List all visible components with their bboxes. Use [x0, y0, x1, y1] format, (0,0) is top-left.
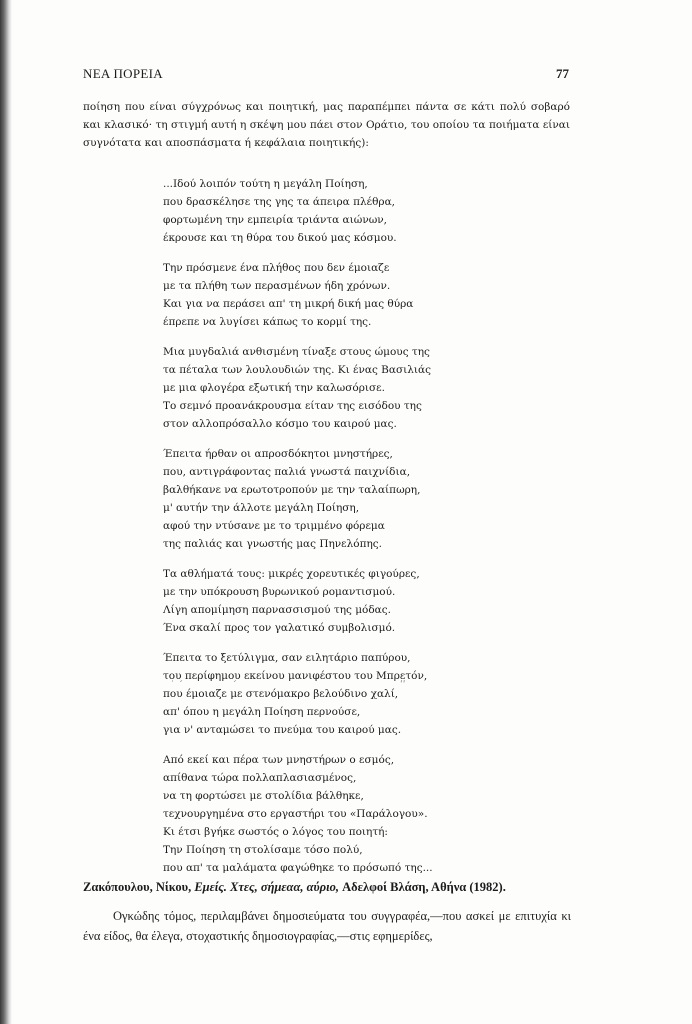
poem-line: έκρουσε και τη θύρα του δικού μας κόσμου. — [163, 232, 397, 244]
citation-publisher: Αδελφοί Βλάση, Αθήνα (1982). — [342, 880, 506, 894]
poem-line: Έπειτα ήρθαν οι απροσδόκητοι μνηστήρες, — [163, 448, 393, 460]
review-text: Ογκώδης τόμος, περιλαμβάνει δημοσιεύματα του συγγραφέα,—που ασκεί με επιτυχία κι ένα είδος, θα έλεγα, στοχαστικής δημοσιογραφίας,—στις εφημερίδες, — [83, 909, 571, 943]
poem-line: που, αντιγράφοντας παλιά γνωστά παιχνίδια, — [163, 466, 411, 478]
poem-line: στον αλλοπρόσαλλο κόσμο του καιρού μας. — [163, 418, 397, 430]
page-number: 77 — [556, 66, 569, 81]
poem-stanza — [163, 445, 503, 553]
poem-line: Λίγη απομίμηση παρνασσισμού της μόδας. — [163, 604, 391, 616]
book-citation — [83, 880, 573, 895]
pencil-annotation: ˙ ˊ ˊ ʹʹ — [170, 680, 406, 691]
page-header — [83, 66, 569, 86]
poem-line: που έμοιαζε με στενόμακρο βελούδινο χαλί, — [163, 688, 399, 700]
poem-line: να τη φορτώσει με στολίδια βάλθηκε, — [163, 790, 364, 802]
intro-paragraph — [83, 98, 570, 152]
poem-line: βαλθήκανε να ερωτοτροπούν με την ταλαίπωρη, — [163, 484, 421, 496]
poem-line: Κι έτσι βγήκε σωστός ο λόγος του ποιητή: — [163, 826, 388, 838]
running-title: ΝΕΑ ΠΟΡΕΙΑ — [83, 66, 163, 81]
poem-line: για ν' ανταμώσει το πνεύμα του καιρού μας. — [163, 724, 402, 736]
binding-shadow — [0, 0, 12, 1024]
poem-line: Την πρόσμενε ένα πλήθος που δεν έμοιαζε — [163, 262, 390, 274]
poem-line: με την υπόκρουση βυρωνικού ρομαντισμού. — [163, 586, 396, 598]
poem-stanza — [163, 751, 503, 877]
intro-text: ποίηση που είναι σύγχρόνως και ποιητική, μας παραπέμπει πάντα σε κάτι πολύ σοβαρό και κλασικό· τη στιγμή αυτή η σκέψη μου πάει στον Οράτιο, του οποίου τα ποιήματα είναι συγνότατα και αποσπάσματα ή κεφάλαια ποιητικής): — [83, 101, 570, 149]
review-paragraph — [83, 906, 571, 946]
poem-line: Το σεμνό προανάκρουσμα είταν της εισόδου της — [163, 400, 422, 412]
poem-line: τα πέταλα των λουλουδιών της. Κι ένας Βασιλιάς — [163, 364, 432, 376]
poem-line: φορτωμένη την εμπειρία τριάντα αιώνων, — [163, 214, 387, 226]
poem-line: του περίφημου εκείνου μανιφέστου του Μπρετόν, — [163, 670, 428, 682]
citation-author: Ζακόπουλου, Νίκου, — [83, 880, 192, 894]
poem-line: με μια φλογέρα εξωτική την καλωσόρισε. — [163, 382, 385, 394]
poem-line: Τα αθλήματά τους: μικρές χορευτικές φιγούρες, — [163, 568, 420, 580]
poem-stanza — [163, 343, 503, 433]
poem-line: ...Ιδού λοιπόν τούτη η μεγάλη Ποίηση, — [163, 178, 368, 190]
poem-line: μ' αυτήν την άλλοτε μεγάλη Ποίηση, — [163, 502, 360, 514]
poem-line: έπρεπε να λυγίσει κάπως το κορμί της. — [163, 316, 372, 328]
poem-line: που απ' τα μαλάματα φαγώθηκε το πρόσωπό της... — [163, 862, 433, 874]
poem-line: Από εκεί και πέρα των μνηστήρων ο εσμός, — [163, 754, 395, 766]
poem-line: Και για να περάσει απ' τη μικρή δική μας θύρα — [163, 298, 414, 310]
poem-stanza — [163, 259, 503, 331]
poem-stanza — [163, 175, 503, 247]
poem-stanza — [163, 565, 503, 637]
poem-line: Την Ποίηση τη στολίσαμε τόσο πολύ, — [163, 844, 363, 856]
poem-line: που δρασκέλησε της γης τα άπειρα πλέθρα, — [163, 196, 395, 208]
poem-line: της παλιάς και γνωστής μας Πηνελόπης. — [163, 538, 382, 550]
poem-line: αφού την ντύσανε με το τριμμένο φόρεμα — [163, 520, 385, 532]
poem-line: με τα πλήθη των περασμένων ήδη χρόνων. — [163, 280, 391, 292]
poem-block — [163, 175, 503, 877]
citation-book-title: Εμείς. Χτες, σήμεαα, αύριο, — [194, 880, 339, 894]
poem-line: απίθανα τώρα πολλαπλασιασμένος, — [163, 772, 357, 784]
poem-line: Ένα σκαλί προς τον γαλατικό συμβολισμό. — [163, 622, 396, 634]
poem-line: Μια μυγδαλιά ανθισμένη τίναξε στους ώμους της — [163, 346, 430, 358]
poem-line: Έπειτα το ξετύλιγμα, σαν ειλητάριο παπύρου, — [163, 652, 411, 664]
poem-line: απ' όπου η μεγάλη Ποίηση περνούσε, — [163, 706, 361, 718]
poem-line: τεχνουργημένα στο εργαστήρι του «Παράλογου». — [163, 808, 428, 820]
